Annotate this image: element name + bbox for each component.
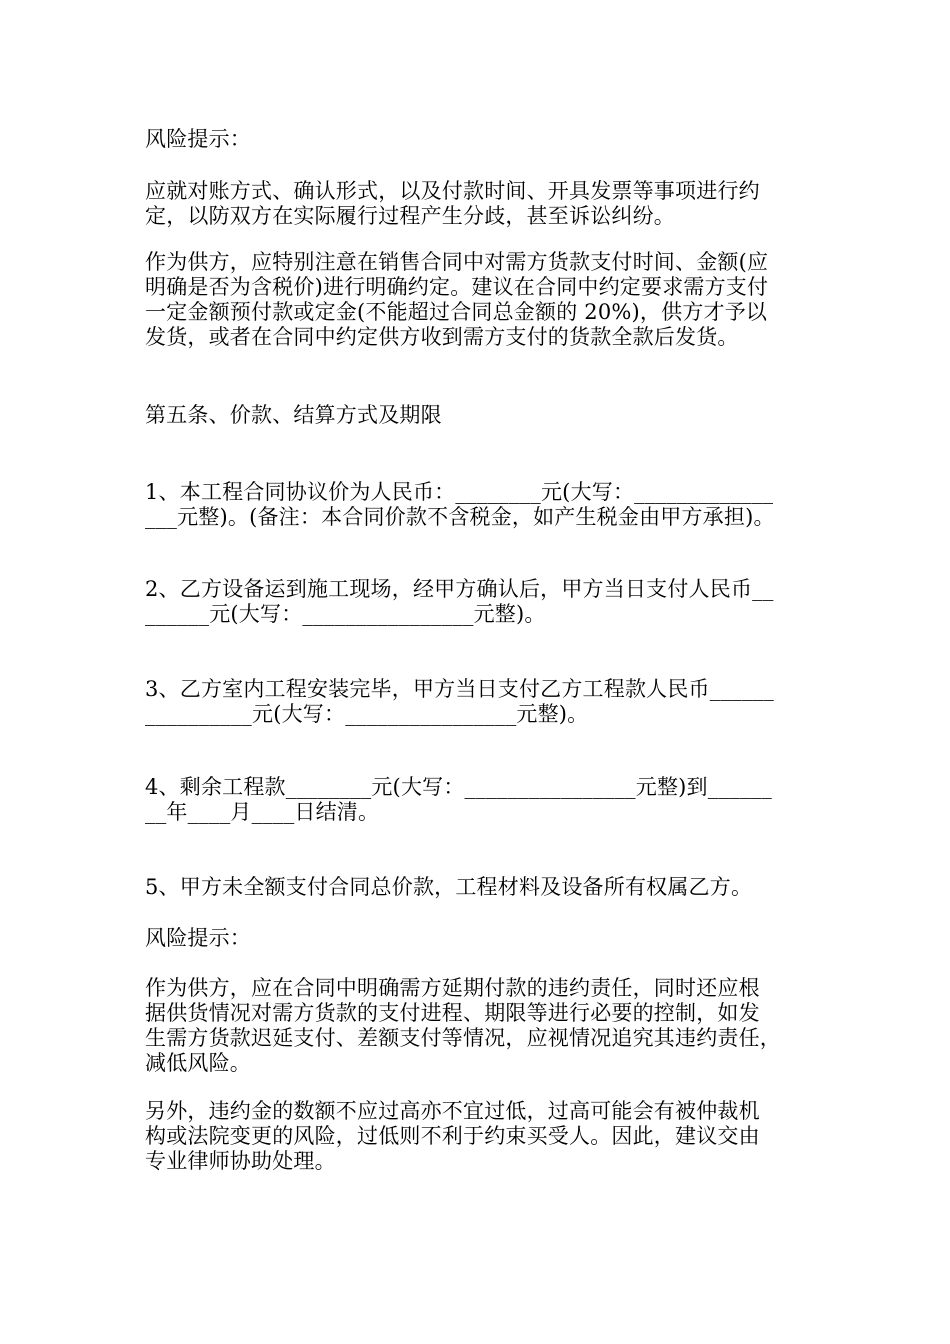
clause-line: 5、甲方未全额支付合同总价款，工程材料及设备所有权属乙方。: [145, 875, 753, 899]
paragraph-line: 构或法院变更的风险，过低则不利于约束买受人。因此，建议交由: [145, 1124, 760, 1148]
clause-line: ______元(大写：________________元整)。: [145, 602, 546, 626]
paragraph-line: 作为供方，应在合同中明确需方延期付款的违约责任，同时还应根: [145, 976, 760, 1000]
risk-heading: 风险提示：: [145, 127, 251, 151]
paragraph-line: 作为供方，应特别注意在销售合同中对需方货款支付时间、金额(应: [145, 250, 769, 274]
paragraph-line: 一定金额预付款或定金(不能超过合同总金额的 20%)，供方才予以: [145, 300, 768, 324]
paragraph-line: 据供货情况对需方货款的支付进程、期限等进行必要的控制，如发: [145, 1001, 760, 1025]
paragraph-line: 另外，违约金的数额不应过高亦不宜过低，过高可能会有被仲裁机: [145, 1099, 760, 1123]
article-title: 第五条、价款、结算方式及期限: [145, 403, 442, 427]
clause-line: ___元整)。(备注：本合同价款不含税金，如产生税金由甲方承担)。: [145, 505, 775, 529]
paragraph-line: 专业律师协助处理。: [145, 1149, 336, 1173]
paragraph-line: 应就对账方式、确认形式，以及付款时间、开具发票等事项进行约: [145, 179, 760, 203]
risk-heading: 风险提示：: [145, 926, 251, 950]
paragraph-line: 发货，或者在合同中约定供方收到需方支付的货款全款后发货。: [145, 325, 739, 349]
paragraph-line: 定，以防双方在实际履行过程产生分歧，甚至诉讼纠纷。: [145, 204, 675, 228]
clause-line: __________元(大写：________________元整)。: [145, 702, 589, 726]
clause-line: 2、乙方设备运到施工现场，经甲方确认后，甲方当日支付人民币__: [145, 577, 774, 601]
paragraph-line: 减低风险。: [145, 1051, 251, 1075]
paragraph-line: 生需方货款迟延支付、差额支付等情况，应视情况追究其违约责任，: [145, 1026, 781, 1050]
clause-line: __年____月____日结清。: [145, 800, 380, 824]
clause-line: 3、乙方室内工程安装完毕，甲方当日支付乙方工程款人民币______: [145, 677, 774, 701]
clause-line: 4、剩余工程款________元(大写：________________元整)到______: [145, 775, 772, 799]
paragraph-line: 明确是否为含税价)进行明确约定。建议在合同中约定要求需方支付: [145, 275, 769, 299]
clause-line: 1、本工程合同协议价为人民币：________元(大写：_____________: [145, 480, 774, 504]
